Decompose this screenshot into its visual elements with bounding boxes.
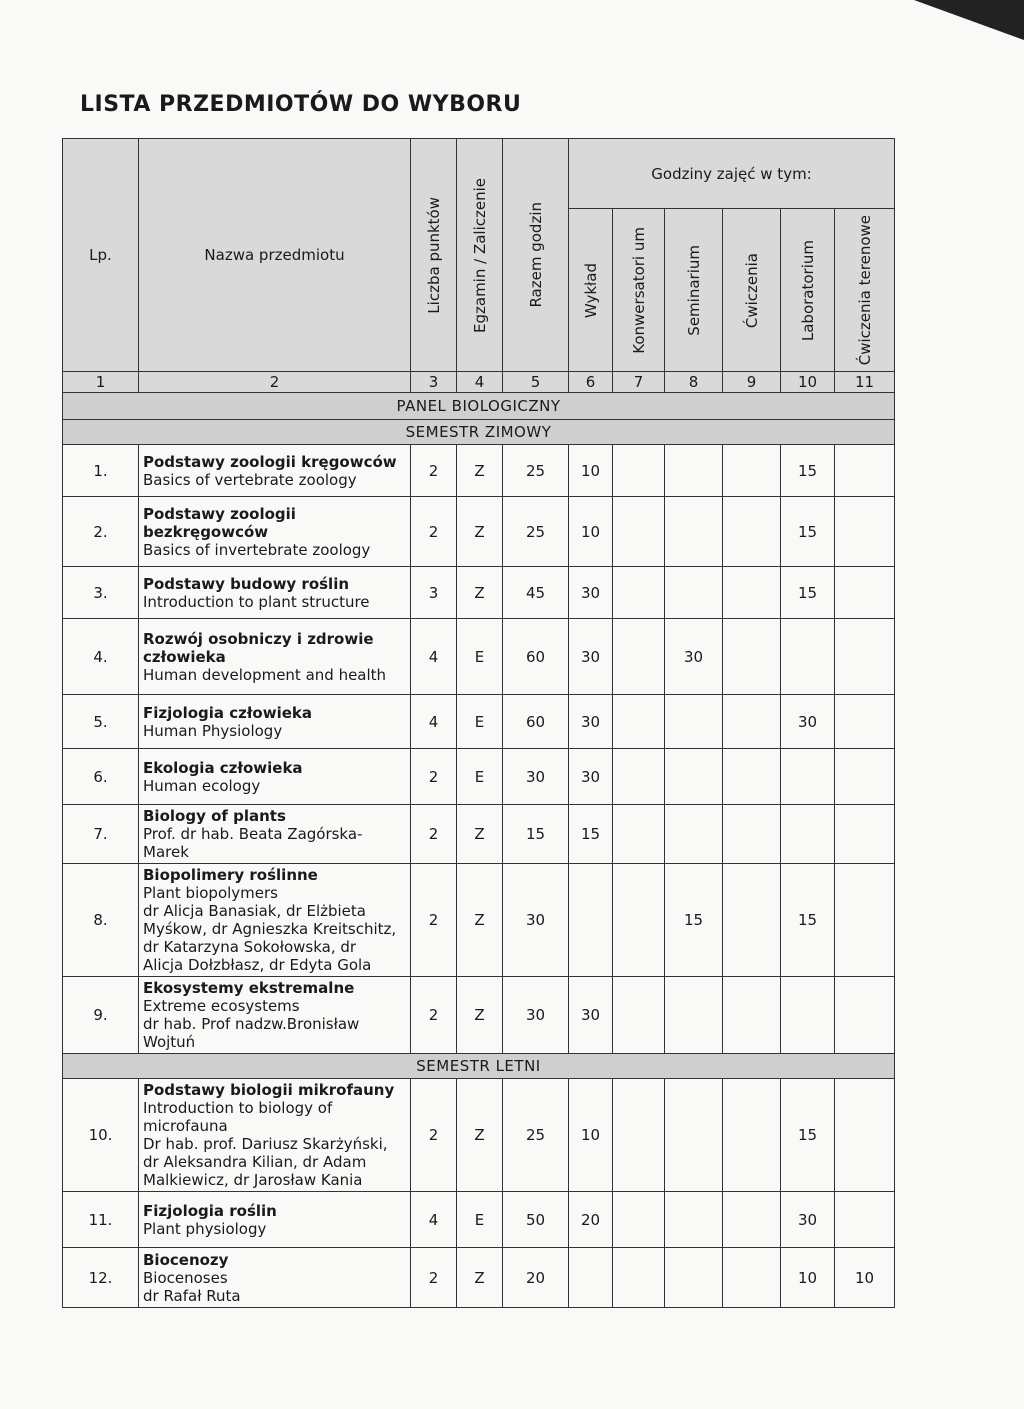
header-lab — [781, 209, 835, 372]
cell-points: 3 — [411, 567, 457, 619]
cell-seminar: 30 — [665, 619, 723, 695]
panel-heading-row — [63, 393, 895, 420]
cell-field — [835, 1192, 895, 1248]
cell-conversatorium — [613, 749, 665, 805]
subject-name-pl: Fizjologia człowieka — [143, 703, 312, 722]
cell-seminar — [665, 1248, 723, 1308]
column-number: 1 — [63, 372, 139, 393]
cell-lab: 10 — [781, 1248, 835, 1308]
header-exercises — [723, 209, 781, 372]
semester-heading-winter: SEMESTR ZIMOWY — [63, 420, 895, 445]
subject-detail: Plant physiology — [143, 1219, 267, 1238]
column-number: 8 — [665, 372, 723, 393]
header-seminar — [665, 209, 723, 372]
column-number: 11 — [835, 372, 895, 393]
cell-conversatorium — [613, 695, 665, 749]
subject-detail: dr Rafał Ruta — [143, 1286, 241, 1305]
column-number: 9 — [723, 372, 781, 393]
cell-subject-name — [139, 805, 411, 864]
table-row — [63, 445, 895, 497]
subject-detail: Dr hab. prof. Dariusz Skarżyński, — [143, 1135, 388, 1154]
cell-lp: 5. — [63, 695, 139, 749]
table-row — [63, 805, 895, 864]
table-row — [63, 567, 895, 619]
cell-conversatorium — [613, 977, 665, 1054]
cell-lecture: 30 — [569, 977, 613, 1054]
cell-exam: E — [457, 695, 503, 749]
subject-name-pl: Biocenozy — [143, 1250, 229, 1269]
cell-field — [835, 567, 895, 619]
header-points — [411, 139, 457, 372]
cell-subject-name — [139, 1079, 411, 1192]
table-row — [63, 977, 895, 1054]
header-exam-label: Egzamin / Zaliczenie — [470, 177, 489, 333]
subject-detail: Human ecology — [143, 776, 261, 795]
subject-name-pl: Podstawy biologii mikrofauny — [143, 1081, 395, 1100]
cell-lp: 6. — [63, 749, 139, 805]
subject-detail: Human Physiology — [143, 721, 283, 740]
cell-lecture: 30 — [569, 619, 613, 695]
semester-heading-row — [63, 1054, 895, 1079]
cell-field — [835, 977, 895, 1054]
header-field — [835, 209, 895, 372]
cell-subject-name — [139, 749, 411, 805]
cell-points: 2 — [411, 977, 457, 1054]
cell-exam: Z — [457, 805, 503, 864]
cell-lecture: 15 — [569, 805, 613, 864]
cell-exam: E — [457, 1192, 503, 1248]
subject-detail: Plant biopolymers — [143, 884, 278, 903]
subject-name-pl: Ekologia człowieka — [143, 758, 303, 777]
cell-conversatorium — [613, 864, 665, 977]
subject-name-pl: Ekosystemy ekstremalne — [143, 979, 355, 998]
subject-name-pl: Biology of plants — [143, 807, 286, 826]
subject-detail: Marek — [143, 843, 189, 862]
cell-exam: Z — [457, 1248, 503, 1308]
cell-field — [835, 497, 895, 567]
subject-detail: Introduction to plant structure — [143, 592, 370, 611]
header-exercises-label: Ćwiczenia — [742, 252, 761, 328]
column-number: 7 — [613, 372, 665, 393]
cell-subject-name — [139, 1192, 411, 1248]
column-number: 3 — [411, 372, 457, 393]
cell-exercises — [723, 977, 781, 1054]
cell-points: 2 — [411, 1248, 457, 1308]
cell-field — [835, 864, 895, 977]
cell-conversatorium — [613, 619, 665, 695]
cell-total: 25 — [503, 1079, 569, 1192]
cell-points: 2 — [411, 864, 457, 977]
table-row — [63, 695, 895, 749]
cell-lecture: 10 — [569, 1079, 613, 1192]
header-name: Nazwa przedmiotu — [139, 139, 411, 372]
column-number: 2 — [139, 372, 411, 393]
subject-detail: Human development and health — [143, 665, 387, 684]
cell-lab: 30 — [781, 695, 835, 749]
subject-name-pl: Rozwój osobniczy i zdrowie — [143, 629, 374, 648]
cell-total: 45 — [503, 567, 569, 619]
cell-points: 2 — [411, 1079, 457, 1192]
cell-subject-name — [139, 977, 411, 1054]
table-row — [63, 497, 895, 567]
cell-seminar — [665, 567, 723, 619]
header-exam — [457, 139, 503, 372]
cell-lp: 2. — [63, 497, 139, 567]
cell-lp: 4. — [63, 619, 139, 695]
cell-exam: Z — [457, 567, 503, 619]
header-total — [503, 139, 569, 372]
cell-subject-name — [139, 1248, 411, 1308]
semester-heading-row — [63, 420, 895, 445]
cell-field — [835, 1079, 895, 1192]
cell-lab — [781, 619, 835, 695]
cell-conversatorium — [613, 445, 665, 497]
scan-corner — [914, 0, 1024, 40]
subjects-table — [62, 138, 895, 1308]
cell-subject-name — [139, 445, 411, 497]
cell-lp: 7. — [63, 805, 139, 864]
cell-total: 60 — [503, 619, 569, 695]
column-number: 10 — [781, 372, 835, 393]
cell-total: 30 — [503, 749, 569, 805]
header-total-label: Razem godzin — [526, 202, 545, 308]
subject-detail: dr hab. Prof nadzw.Bronisław — [143, 1015, 360, 1034]
cell-lp: 3. — [63, 567, 139, 619]
subject-detail: Alicja Dołzbłasz, dr Edyta Gola — [143, 956, 372, 975]
cell-lp: 8. — [63, 864, 139, 977]
column-number: 6 — [569, 372, 613, 393]
cell-exercises — [723, 1192, 781, 1248]
cell-seminar — [665, 749, 723, 805]
cell-seminar — [665, 1192, 723, 1248]
cell-seminar — [665, 805, 723, 864]
cell-field — [835, 805, 895, 864]
cell-subject-name — [139, 864, 411, 977]
cell-points: 4 — [411, 619, 457, 695]
cell-subject-name — [139, 497, 411, 567]
subject-detail: dr Aleksandra Kilian, dr Adam — [143, 1153, 367, 1172]
cell-lab — [781, 805, 835, 864]
cell-conversatorium — [613, 1192, 665, 1248]
table-header — [63, 139, 895, 393]
cell-lecture: 30 — [569, 695, 613, 749]
cell-exam: Z — [457, 1079, 503, 1192]
cell-seminar: 15 — [665, 864, 723, 977]
cell-lecture: 10 — [569, 445, 613, 497]
cell-total: 25 — [503, 497, 569, 567]
cell-lecture: 30 — [569, 749, 613, 805]
cell-lab: 15 — [781, 497, 835, 567]
column-number: 5 — [503, 372, 569, 393]
cell-subject-name — [139, 567, 411, 619]
subject-name-pl: Biopolimery roślinne — [143, 866, 318, 885]
subject-name-pl: Fizjologia roślin — [143, 1201, 277, 1220]
cell-subject-name — [139, 695, 411, 749]
table-row — [63, 1192, 895, 1248]
subject-name-pl: człowieka — [143, 647, 226, 666]
cell-conversatorium — [613, 497, 665, 567]
document-title: LISTA PRZEDMIOTÓW DO WYBORU — [80, 92, 522, 117]
cell-total: 30 — [503, 977, 569, 1054]
cell-seminar — [665, 445, 723, 497]
cell-exercises — [723, 805, 781, 864]
cell-conversatorium — [613, 567, 665, 619]
cell-exercises — [723, 1248, 781, 1308]
cell-conversatorium — [613, 1248, 665, 1308]
header-lab-label: Laboratorium — [798, 239, 817, 341]
subject-name-pl: Podstawy zoologii kręgowców — [143, 452, 397, 471]
subject-detail: Biocenoses — [143, 1268, 228, 1287]
cell-exam: Z — [457, 497, 503, 567]
cell-lab: 15 — [781, 864, 835, 977]
cell-exercises — [723, 1079, 781, 1192]
cell-points: 2 — [411, 497, 457, 567]
cell-lecture: 10 — [569, 497, 613, 567]
header-lp: Lp. — [63, 139, 139, 372]
cell-lab: 30 — [781, 1192, 835, 1248]
subject-detail: Prof. dr hab. Beata Zagórska- — [143, 825, 363, 844]
cell-points: 4 — [411, 695, 457, 749]
cell-total: 15 — [503, 805, 569, 864]
cell-total: 60 — [503, 695, 569, 749]
header-hours-group: Godziny zajęć w tym: — [569, 139, 895, 209]
cell-field: 10 — [835, 1248, 895, 1308]
header-conversatorium-label: Konwersatori um — [629, 226, 648, 354]
cell-points: 4 — [411, 1192, 457, 1248]
cell-lab: 15 — [781, 445, 835, 497]
table-row — [63, 619, 895, 695]
subject-name-pl: Podstawy budowy roślin — [143, 574, 350, 593]
cell-exam: E — [457, 749, 503, 805]
cell-lp: 9. — [63, 977, 139, 1054]
cell-exercises — [723, 445, 781, 497]
cell-exercises — [723, 567, 781, 619]
cell-field — [835, 619, 895, 695]
subject-detail: Basics of vertebrate zoology — [143, 470, 357, 489]
cell-total: 20 — [503, 1248, 569, 1308]
header-field-label: Ćwiczenia terenowe — [855, 215, 874, 366]
cell-subject-name — [139, 619, 411, 695]
cell-exam: Z — [457, 977, 503, 1054]
cell-points: 2 — [411, 805, 457, 864]
cell-exam: Z — [457, 445, 503, 497]
cell-exercises — [723, 695, 781, 749]
cell-lab: 15 — [781, 1079, 835, 1192]
cell-exam: E — [457, 619, 503, 695]
cell-lab: 15 — [781, 567, 835, 619]
cell-conversatorium — [613, 805, 665, 864]
header-points-label: Liczba punktów — [424, 196, 443, 314]
cell-total: 50 — [503, 1192, 569, 1248]
cell-conversatorium — [613, 1079, 665, 1192]
cell-field — [835, 695, 895, 749]
cell-lecture — [569, 864, 613, 977]
cell-field — [835, 445, 895, 497]
column-number-row — [63, 372, 895, 393]
header-seminar-label: Seminarium — [684, 244, 703, 336]
cell-exercises — [723, 749, 781, 805]
cell-exercises — [723, 619, 781, 695]
cell-lecture: 20 — [569, 1192, 613, 1248]
cell-lp: 11. — [63, 1192, 139, 1248]
cell-exercises — [723, 497, 781, 567]
cell-points: 2 — [411, 749, 457, 805]
cell-total: 30 — [503, 864, 569, 977]
table-row — [63, 749, 895, 805]
subject-detail: microfauna — [143, 1117, 228, 1136]
header-conversatorium — [613, 209, 665, 372]
subject-detail: Myśkow, dr Agnieszka Kreitschitz, — [143, 920, 397, 939]
cell-lp: 1. — [63, 445, 139, 497]
cell-lp: 12. — [63, 1248, 139, 1308]
subject-detail: Basics of invertebrate zoology — [143, 540, 371, 559]
cell-seminar — [665, 977, 723, 1054]
subject-detail: Extreme ecosystems — [143, 997, 300, 1016]
subject-detail: dr Katarzyna Sokołowska, dr — [143, 938, 357, 957]
cell-seminar — [665, 1079, 723, 1192]
table-row — [63, 864, 895, 977]
subject-detail: dr Alicja Banasiak, dr Elżbieta — [143, 902, 366, 921]
column-number: 4 — [457, 372, 503, 393]
panel-heading: PANEL BIOLOGICZNY — [63, 393, 895, 420]
subject-detail: Malkiewicz, dr Jarosław Kania — [143, 1171, 363, 1190]
cell-exam: Z — [457, 864, 503, 977]
cell-lab — [781, 749, 835, 805]
cell-lecture — [569, 1248, 613, 1308]
cell-seminar — [665, 695, 723, 749]
cell-field — [835, 749, 895, 805]
table-row — [63, 1079, 895, 1192]
cell-lab — [781, 977, 835, 1054]
subject-name-pl: bezkręgowców — [143, 522, 269, 541]
subject-detail: Introduction to biology of — [143, 1099, 333, 1118]
cell-points: 2 — [411, 445, 457, 497]
cell-total: 25 — [503, 445, 569, 497]
cell-exercises — [723, 864, 781, 977]
table-body — [63, 393, 895, 1308]
semester-heading-summer: SEMESTR LETNI — [63, 1054, 895, 1079]
header-lecture-label: Wykład — [581, 262, 600, 318]
header-lecture — [569, 209, 613, 372]
cell-seminar — [665, 497, 723, 567]
subject-name-pl: Podstawy zoologii — [143, 504, 296, 523]
cell-lecture: 30 — [569, 567, 613, 619]
table-row — [63, 1248, 895, 1308]
subject-detail: Wojtuń — [143, 1033, 196, 1052]
cell-lp: 10. — [63, 1079, 139, 1192]
